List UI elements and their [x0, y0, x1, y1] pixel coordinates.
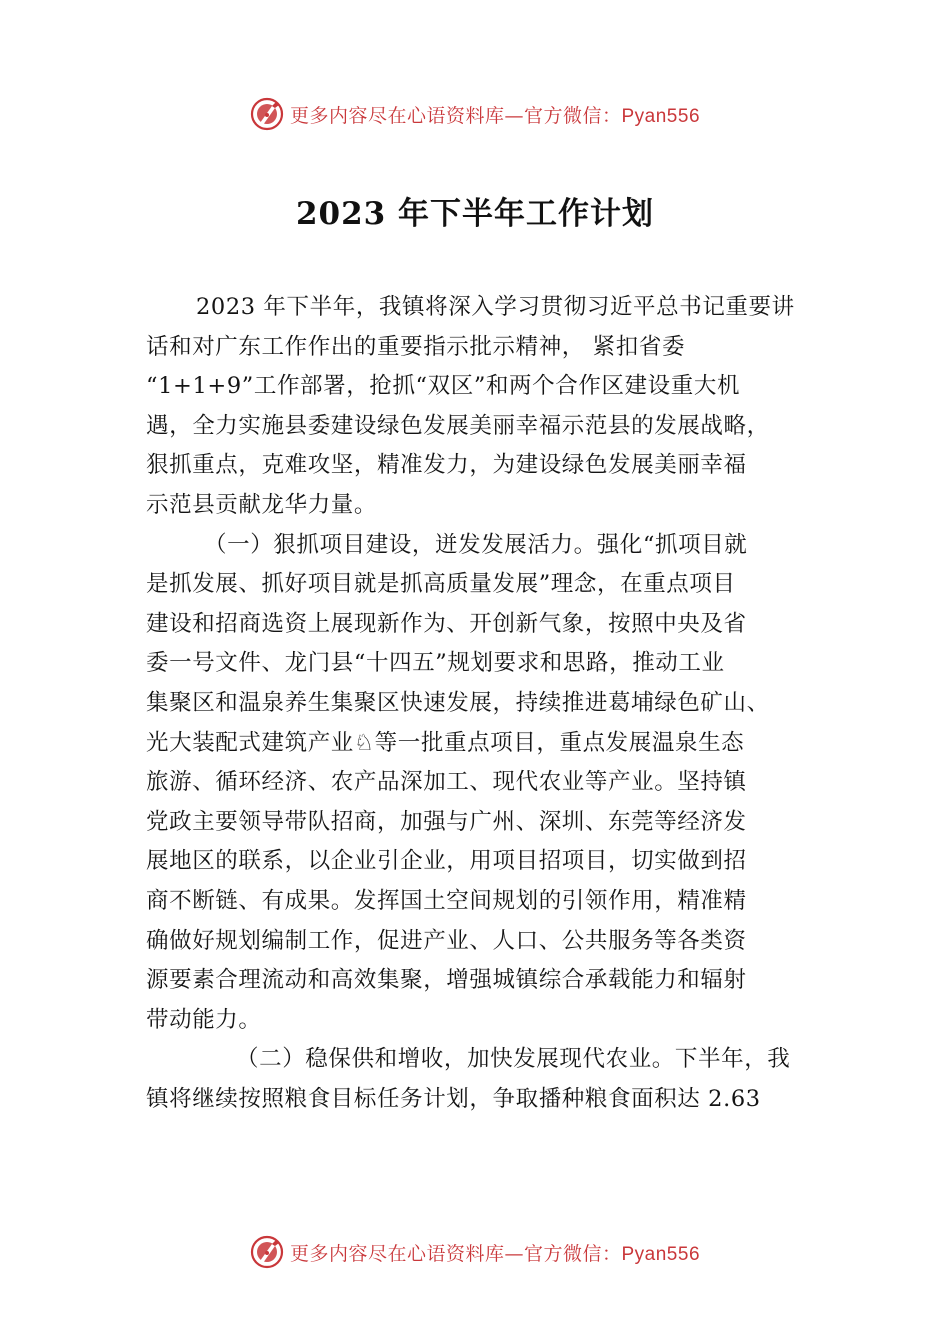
- paragraph-line: 是抓发展、抓好项目就是抓高质量发展”理念，在重点项目: [146, 571, 736, 598]
- document-title: 2023 年下半年工作计划: [295, 196, 655, 232]
- watermark-banner-top: [0, 94, 950, 134]
- paragraph-line: 遇，全力实施县委建设绿色发展美丽幸福示范县的发展战略，: [146, 412, 770, 439]
- paragraph-line: 狠抓重点，克难攻坚，精准发力，为建设绿色发展美丽幸福: [146, 452, 747, 479]
- paragraph-line: 集聚区和温泉养生集聚区快速发展，持续推进葛埔绿色矿山、: [146, 689, 770, 716]
- paragraph-line: 展地区的联系，以企业引企业，用项目招项目，切实做到招: [146, 848, 747, 875]
- paragraph-line: 镇将继续按照粮食目标任务计划，争取播种粮食面积达 2.63: [146, 1085, 761, 1112]
- paragraph-line: 委一号文件、龙门县“十四五”规划要求和思路，推动工业: [146, 650, 725, 677]
- paragraph-line: 源要素合理流动和高效集聚，增强城镇综合承载能力和辐射: [146, 967, 747, 994]
- paragraph-line: 确做好规划编制工作，促进产业、人口、公共服务等各类资: [146, 927, 747, 954]
- wechat-id: Pyan556: [621, 105, 701, 127]
- paragraph-line: 话和对广东工作作出的重要指示批示精神， 紧扣省委: [146, 333, 686, 360]
- paragraph-line: （一）狠抓项目建设，迸发发展活力。强化“抓项目就: [204, 531, 748, 558]
- paragraph-line: “1+1+9”工作部署，抢抓“双区”和两个合作区建设重大机: [146, 373, 741, 400]
- pen-nib-circle-logo-icon: [250, 97, 284, 131]
- document-body: [146, 288, 810, 1119]
- paragraph-line: 光大装配式建筑产业♘等一批重点项目，重点发展温泉生态: [146, 729, 745, 756]
- pen-nib-circle-logo-icon: [250, 1235, 284, 1269]
- paragraph-line: 带动能力。: [146, 1006, 262, 1033]
- wechat-id: Pyan556: [621, 1243, 701, 1265]
- watermark-banner-bottom: [0, 1232, 950, 1272]
- paragraph-line: 建设和招商选资上展现新作为、开创新气象，按照中央及省: [146, 610, 747, 637]
- paragraph-line: （二）稳保供和增收，加快发展现代农业。下半年，我: [236, 1046, 791, 1073]
- paragraph-line: 商不断链、有成果。发挥国土空间规划的引领作用，精准精: [146, 887, 747, 914]
- paragraph-line: 党政主要领导带队招商，加强与广州、深圳、东莞等经济发: [146, 808, 747, 835]
- watermark-text: 更多内容尽在心语资料库—官方微信：Pyan556: [289, 104, 701, 127]
- watermark-text: 更多内容尽在心语资料库—官方微信：Pyan556: [289, 1242, 701, 1265]
- paragraph-line: 旅游、循环经济、农产品深加工、现代农业等产业。坚持镇: [146, 769, 747, 796]
- paragraph-line: 示范县贡献龙华力量。: [146, 491, 378, 518]
- paragraph-line: 2023 年下半年，我镇将深入学习贯彻习近平总书记重要讲: [196, 294, 795, 320]
